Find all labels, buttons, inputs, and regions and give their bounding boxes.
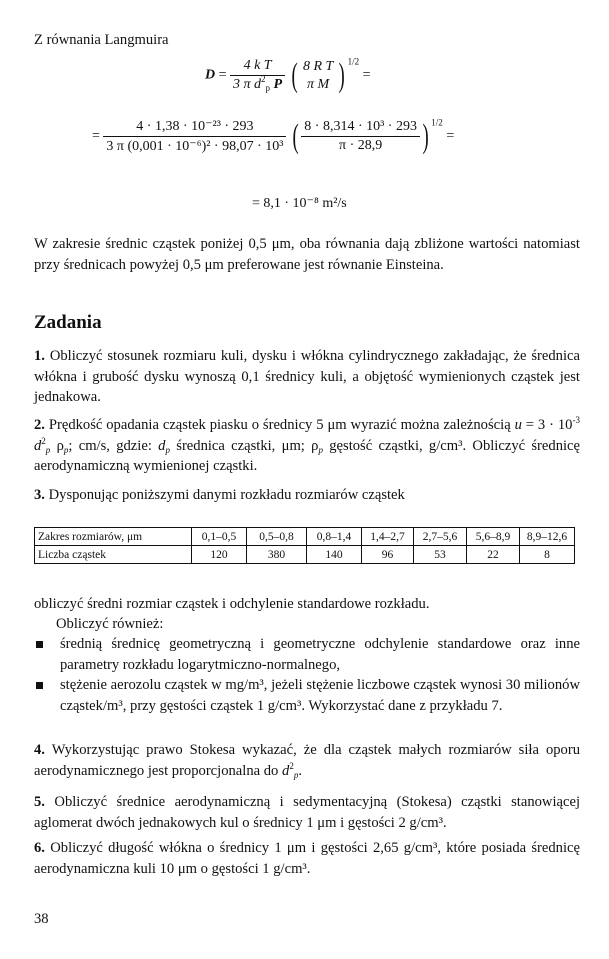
- formula-eq-4: =: [446, 128, 455, 144]
- table-cell: 120: [192, 546, 247, 564]
- table-cell: 5,6–8,9: [467, 528, 520, 546]
- after-table-text: obliczyć średni rozmiar cząstek i odchylenie standardowe rozkładu.: [34, 596, 430, 612]
- formula-row2-denominator: 3 π (0,001 · 10⁻⁶)² · 98,07 · 10³: [106, 139, 284, 154]
- task-2-text-b: cm/s, gdzie:: [78, 437, 152, 454]
- task-1-number: 1.: [34, 348, 45, 364]
- table-cell: 0,1–0,5: [192, 528, 247, 546]
- table-cell: 1,4–2,7: [362, 528, 414, 546]
- bullet-list: [34, 634, 580, 716]
- task-5-number: 5.: [34, 794, 45, 810]
- task-2-text-a: Prędkość opadania cząstek piasku o średnicy 5 μm wyrazić można zależnością: [48, 417, 511, 433]
- list-item: średnią średnicę geometryczną i geometryczne odchylenie standardowe oraz inne parametry rozkładu logarytmiczno-normalnego,: [34, 634, 580, 675]
- table-cell: 140: [307, 546, 362, 564]
- table-header-size: Zakres rozmiarów, μm: [35, 528, 192, 546]
- formula-row2-f2-denominator: π · 28,9: [339, 138, 383, 153]
- table-cell: 96: [362, 546, 414, 564]
- table-row: [35, 528, 575, 546]
- paragraph-1: W zakresie średnic cząstek poniżej 0,5 μm, oba równania dają zbliżone wartości natomiast przy średnicach powyżej 0,5 μm preferowane jest równanie Einsteina.: [34, 236, 580, 273]
- task-2-formula: u: [514, 417, 522, 433]
- formula-lhs: D: [205, 67, 216, 83]
- table-cell: 380: [247, 546, 307, 564]
- task-1-text: Obliczyć stosunek rozmiaru kuli, dysku i włókna cylindrycznego zakładając, że średnica włókna i grubość dysku wynoszą 0,1 średnicy kuli, a objętość wymienionych cząstek jest jednakowa.: [34, 348, 580, 405]
- table-cell: 0,8–1,4: [307, 528, 362, 546]
- list-item: stężenie aerozolu cząstek w mg/m³, jeżeli stężenie liczbowe cząstek wynosi 30 milionów cząstek/m³, przy gęstości cząstek 1 g/cm³. Wykorzystać dane z przykładu 7.: [34, 675, 580, 716]
- bullet-square-icon: [36, 682, 43, 689]
- formula-row2-numerator: 4 · 1,38 · 10⁻²³ · 293: [103, 118, 286, 137]
- formula-row2-fraction-2: [301, 119, 420, 154]
- formula-fraction-2: [300, 59, 336, 93]
- size-distribution-table: [34, 527, 575, 564]
- formula-eq-2: =: [362, 67, 371, 83]
- formula-row2-exponent: 1/2: [431, 117, 443, 128]
- table-cell: 8,9–12,6: [520, 528, 575, 546]
- task-4-text: Wykorzystując prawo Stokesa wykazać, że dla cząstek małych rozmiarów siła oporu aerodynamicznego jest proporcjonalna do: [34, 742, 580, 779]
- formula-f2-numerator: 8 R T: [302, 58, 334, 74]
- task-1: [34, 346, 580, 408]
- formula-fraction-1: [230, 58, 285, 93]
- task-2: 2. Prędkość opadania cząstek piasku o średnicy 5 μm wyrazić można zależnością $u = 3 \cdot 10^{-3}$ $d^2_p$ $\rho_p$; cm/s, gdzie: $d_p$ średnica cząstki, μm; $\rho_p$ gęstość cząstki, g/cm³. Obliczyć średnicę aerodynamiczną wymienionej cząstki.: [34, 415, 580, 474]
- page-number: 38: [34, 911, 49, 927]
- table-cell: 8: [520, 546, 575, 564]
- formula-row2-f2-numerator: 8 · 8,314 · 10³ · 293: [301, 119, 420, 137]
- task-3: [34, 485, 580, 506]
- formula-result: = 8,1 · 10⁻⁸ m²/s: [252, 196, 347, 211]
- task-6: [34, 838, 580, 879]
- table-cell: 53: [414, 546, 467, 564]
- task-5: [34, 792, 580, 833]
- intro-text: Z równania Langmuira: [34, 32, 169, 48]
- formula-eq: =: [218, 67, 227, 83]
- task-5-text: Obliczyć średnice aerodynamiczną i sedymentacyjną (Stokesa) cząstki stanowiącej aglomerat dwóch jednakowych kul o średnicy 1 μm i gęstości 2 g/cm³.: [34, 794, 580, 831]
- task-2-number: 2.: [34, 417, 45, 433]
- task-3-number: 3.: [34, 487, 45, 503]
- formula-exponent: 1/2: [347, 56, 360, 67]
- task-4: 4. Wykorzystując prawo Stokesa wykazać, że dla cząstek małych rozmiarów siła oporu aerodynamicznego jest proporcjonalna do $d^2_p$.: [34, 742, 580, 780]
- task-6-number: 6.: [34, 840, 45, 856]
- table-cell: 2,7–5,6: [414, 528, 467, 546]
- formula-f1-numerator: 4 k T: [230, 58, 285, 76]
- formula-eq-3: =: [92, 128, 100, 144]
- task-3-text: Dysponując poniższymi danymi rozkładu rozmiarów cząstek: [48, 487, 405, 503]
- section-title: Zadania: [34, 312, 102, 333]
- formula-row2-fraction-1: [103, 118, 286, 155]
- task-2-text-d: gęstość cząstki, g/cm³. Obliczyć średnicę aerodynamiczną wymienionej cząstki.: [34, 437, 580, 474]
- formula-f2-denominator: π M: [307, 76, 330, 92]
- task-2-text-c: średnica cząstki, μm;: [176, 437, 305, 454]
- table-row: [35, 546, 575, 564]
- table-cell: 22: [467, 546, 520, 564]
- table-header-count: Liczba cząstek: [35, 546, 192, 564]
- bullet-square-icon: [36, 641, 43, 648]
- formula-line-1: D = $\frac{\text{4 k T}}{3 \pi d^2_p P}$ ( 8 R T π M ) $^{1/2}$ =: [205, 56, 371, 94]
- also-text: Obliczyć również:: [56, 616, 164, 632]
- formula-f1-denominator: 3 π $d^2_p$ P: [233, 74, 283, 93]
- task-4-number: 4.: [34, 742, 45, 758]
- task-6-text: Obliczyć długość włókna o średnicy 1 μm i gęstości 2,65 g/cm³, które posiada średnicę aerodynamiczna kuli 10 μm o gęstości 1 g/cm³.: [34, 840, 580, 877]
- table-cell: 0,5–0,8: [247, 528, 307, 546]
- formula-line-2: = $\frac{\text{4 · 1,38 · 10⁻²³ · 293}}{\text{3 π (0,001 · 10⁻⁶)² · 98,07 · 10³}}$ ( $\frac{\text{8 · 8,314 · 10³ · 293}}{\pi \cdot 28,9}$ ) $^{1/2}$ =: [92, 117, 455, 155]
